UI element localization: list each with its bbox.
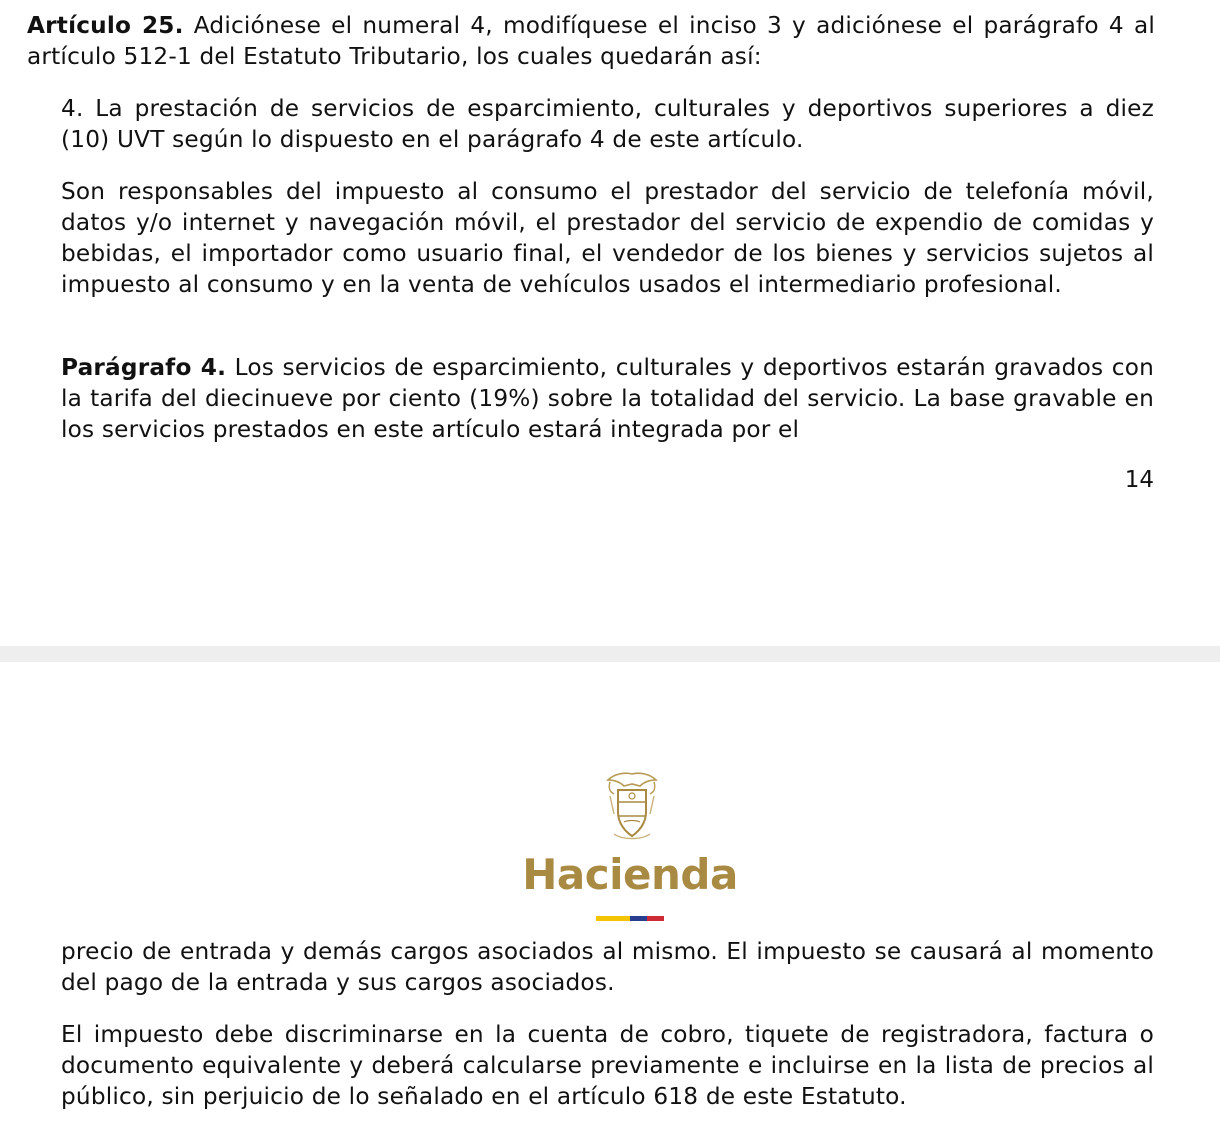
coat-of-arms-icon — [600, 770, 664, 842]
numeral-4: 4. La prestación de servicios de esparcimiento, culturales y deportivos superiores a diez (10) UVT según lo dispuesto en el parágrafo 4 de este artículo. — [61, 95, 1154, 153]
hacienda-logo — [520, 770, 740, 930]
page-separator — [0, 646, 1220, 662]
paragrafo-heading: Parágrafo 4. — [61, 354, 227, 381]
article-heading: Artículo 25. — [27, 12, 184, 39]
flag-blue-stripe — [630, 916, 647, 921]
paragrafo-4 — [61, 352, 1154, 445]
hacienda-wordmark: Hacienda — [522, 850, 738, 899]
paragrafo-text: Los servicios de esparcimiento, culturales y deportivos estarán gravados con la tarifa del diecinueve por ciento (19%) sobre la totalidad del servicio. La base gravable en los servicios prestados en este artículo estará integrada por el — [61, 354, 1154, 443]
article-25-intro — [27, 10, 1155, 72]
responsables-paragraph: Son responsables del impuesto al consumo el prestador del servicio de telefonía móvil, datos y/o internet y navegación móvil, el prestador del servicio de expendio de comidas y bebidas, el importador como usuario final, el vendedor de los bienes y servicios sujetos al impuesto al consumo y en la venta de vehículos usados el intermediario profesional. — [61, 178, 1154, 298]
page-number: 14 — [1124, 467, 1154, 493]
flag-red-stripe — [647, 916, 664, 921]
flag-color-bar — [596, 916, 664, 921]
flag-yellow-stripe — [596, 916, 630, 921]
article-intro-text: Adiciónese el numeral 4, modifíquese el inciso 3 y adiciónese el parágrafo 4 al artículo 512-1 del Estatuto Tributario, los cuales quedarán así: — [27, 12, 1155, 70]
discriminar-paragraph: El impuesto debe discriminarse en la cuenta de cobro, tiquete de registradora, factura o documento equivalente y deberá calcularse previamente e incluirse en la lista de precios al público, sin perjuicio de lo señalado en el artículo 618 de este Estatuto. — [61, 1021, 1154, 1110]
continuation-paragraph: precio de entrada y demás cargos asociados al mismo. El impuesto se causará al momento del pago de la entrada y sus cargos asociados. — [61, 938, 1154, 996]
